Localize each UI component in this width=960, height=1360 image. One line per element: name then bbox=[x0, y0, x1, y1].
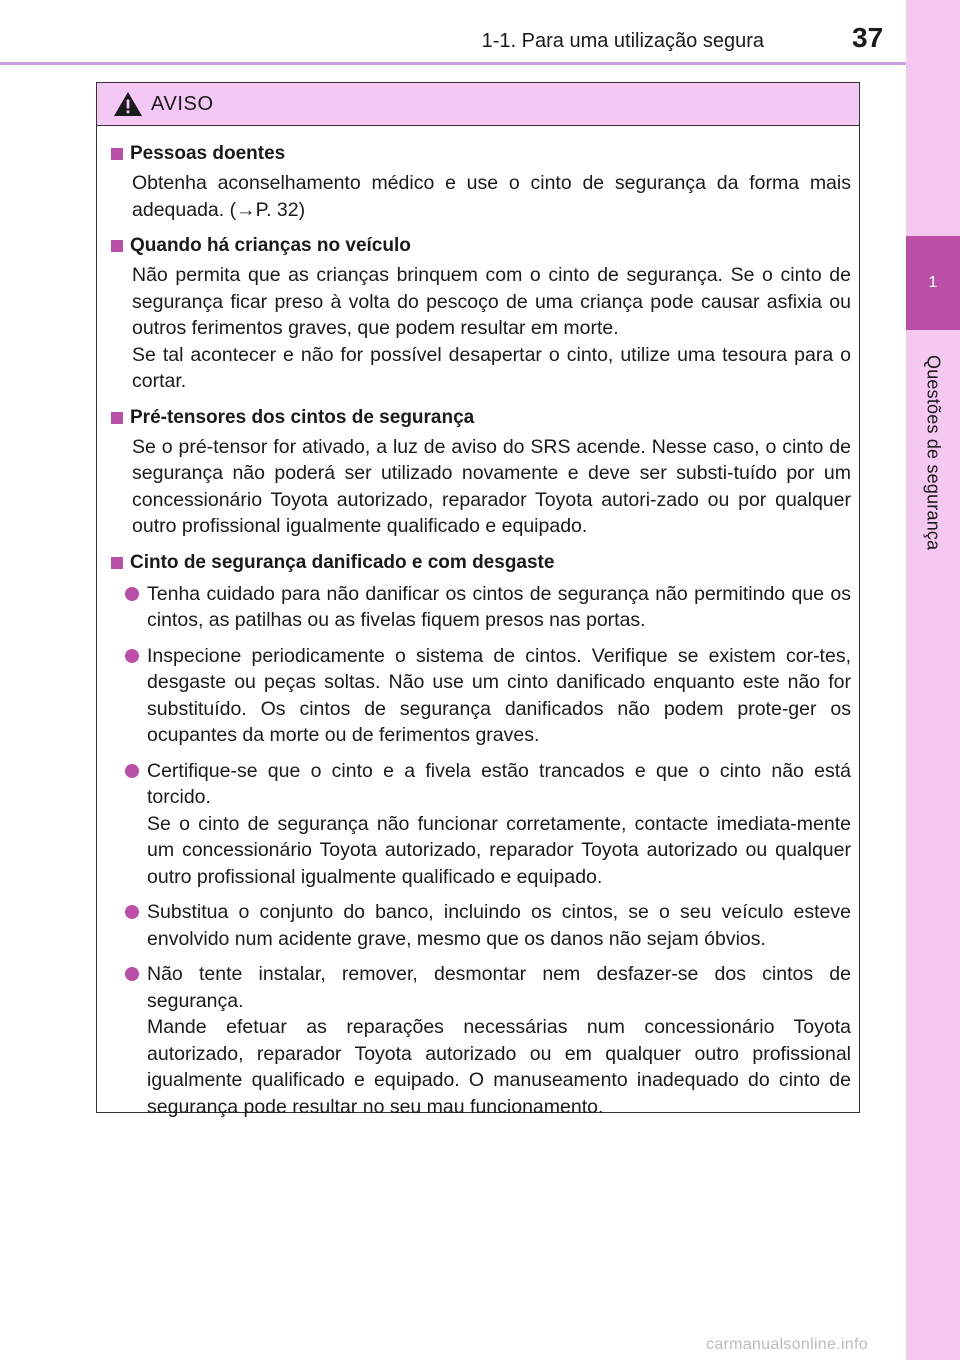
square-bullet-icon bbox=[111, 557, 123, 569]
round-bullet-icon bbox=[125, 587, 139, 601]
bullet-list bbox=[109, 581, 851, 1121]
header-section-title: 1-1. Para uma utilização segura bbox=[481, 30, 764, 52]
section-title bbox=[109, 232, 851, 260]
section-title-text: Quando há crianças no veículo bbox=[130, 235, 411, 256]
section-title-text: Pré-tensores dos cintos de segurança bbox=[130, 406, 475, 428]
round-bullet-icon bbox=[125, 649, 139, 663]
bullet-paragraph: Mande efetuar as reparações necessárias num concessionário Toyota autorizado, reparador Toyota autorizado ou em qualquer outro profissional igualmente qualificado e equipado. O manuseamento inadequado do cinto de segurança pode resultar no seu mau funcionamento. bbox=[147, 1016, 851, 1118]
warning-box bbox=[96, 82, 860, 1118]
chapter-number: 1 bbox=[928, 274, 938, 291]
section-title-text: Cinto de segurança danificado e com desgaste bbox=[130, 551, 555, 573]
warning-triangle-icon bbox=[113, 91, 143, 117]
bullet-text bbox=[147, 643, 851, 749]
section-damaged-belt bbox=[109, 549, 851, 1121]
chapter-title-container bbox=[906, 338, 960, 568]
list-item bbox=[109, 758, 851, 891]
round-bullet-icon bbox=[125, 905, 139, 919]
warning-body bbox=[97, 126, 859, 1120]
round-bullet-icon bbox=[125, 764, 139, 778]
section-ill-persons bbox=[109, 140, 851, 223]
chapter-title: Questões de segurança bbox=[923, 355, 944, 551]
bullet-paragraph: Substitua o conjunto do banco, incluindo os cintos, se o seu veículo esteve envolvido num acidente grave, mesmo que os danos não sejam óbvios. bbox=[147, 901, 851, 950]
bullet-text bbox=[147, 758, 851, 891]
section-children bbox=[109, 232, 851, 395]
bullet-text bbox=[147, 961, 851, 1120]
square-bullet-icon bbox=[111, 240, 123, 252]
section-pretensioners bbox=[109, 404, 851, 540]
page-header bbox=[0, 0, 960, 64]
list-item bbox=[109, 643, 851, 749]
bullet-paragraph: Se o cinto de segurança não funcionar corretamente, contacte imediata-mente um concessionário Toyota autorizado, reparador Toyota autorizado ou qualquer outro profissional igualmente qualificado e equipado. bbox=[147, 812, 851, 888]
square-bullet-icon bbox=[111, 148, 123, 160]
square-bullet-icon bbox=[111, 412, 123, 424]
section-paragraph: Se tal acontecer e não for possível desapertar o cinto, utilize uma tesoura para o cortar. bbox=[132, 343, 851, 392]
bullet-paragraph: Tenha cuidado para não danificar os cintos de segurança não permitindo que os cintos, as patilhas ou as fivelas fiquem presos nas portas. bbox=[147, 582, 851, 631]
bullet-paragraph: Não tente instalar, remover, desmontar nem desfazer-se dos cintos de segurança. bbox=[147, 963, 851, 1012]
list-item bbox=[109, 581, 851, 634]
bullet-paragraph: Inspecione periodicamente o sistema de cintos. Verifique se existem cor-tes, desgaste ou peças soltas. Não use um cinto danificado enquanto este não for substituído. Os cintos de segurança danificados não podem prote-ger os ocupantes da morte ou de ferimentos graves. bbox=[147, 644, 851, 746]
section-title bbox=[109, 140, 851, 168]
bullet-paragraph: Certifique-se que o cinto e a fivela estão trancados e que o cinto não está torcido. bbox=[147, 759, 851, 808]
section-title-text: Pessoas doentes bbox=[130, 143, 286, 164]
section-paragraph: Se o pré-tensor for ativado, a luz de aviso do SRS acende. Nesse caso, o cinto de segurança não poderá ser utilizado novamente e deve ser substi-tuído por um concessionário Toyota autorizado, reparador Toyota autori-zado ou por qualquer outro profissional igualmente qualificado e equipado. bbox=[132, 435, 851, 537]
bullet-text bbox=[147, 581, 851, 634]
warning-title: AVISO bbox=[151, 92, 214, 115]
section-paragraph: Obtenha aconselhamento médico e use o cinto de segurança da forma mais adequada. (→P. 32) bbox=[132, 172, 851, 221]
chapter-side-tab bbox=[906, 0, 960, 1360]
page-number: 37 bbox=[852, 22, 884, 53]
warning-header bbox=[97, 83, 859, 126]
round-bullet-icon bbox=[125, 967, 139, 981]
section-title bbox=[109, 404, 851, 432]
list-item bbox=[109, 961, 851, 1120]
bullet-text bbox=[147, 899, 851, 952]
chapter-number-box bbox=[906, 236, 960, 330]
watermark: carmanualsonline.info bbox=[706, 1336, 868, 1353]
list-item bbox=[109, 899, 851, 952]
header-rule bbox=[0, 62, 906, 65]
section-title bbox=[109, 549, 851, 577]
section-paragraph: Não permita que as crianças brinquem com o cinto de segurança. Se o cinto de segurança ficar preso à volta do pescoço de uma criança pode causar asfixia ou outros ferimentos graves, que podem resultar em morte. bbox=[132, 264, 851, 339]
